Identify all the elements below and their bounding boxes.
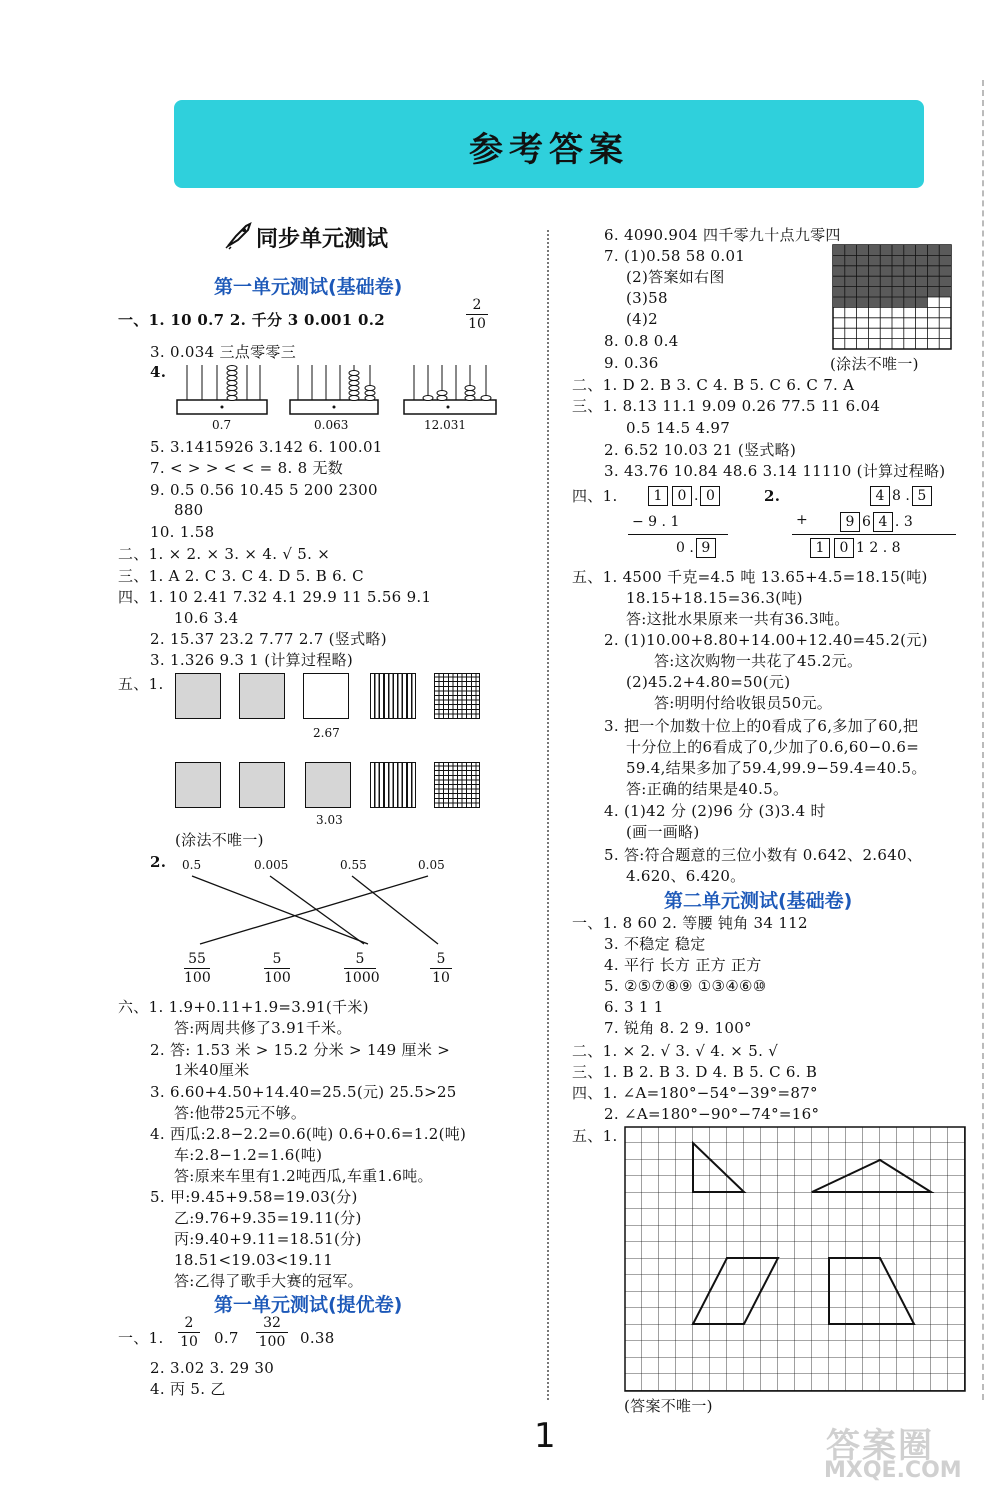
answer-line: 5. 答:符合题意的三位小数有 0.642、2.640、 — [604, 846, 923, 864]
answer-line: (画一画略) — [626, 823, 700, 841]
answer-line: 四、1. — [572, 487, 618, 505]
shaded-square — [239, 762, 285, 808]
match-top-label: 0.55 — [340, 858, 367, 872]
answer-line: 5. 3.1415926 3.142 6. 100.01 — [150, 438, 383, 456]
fraction: $\frac{2}{10}$ — [178, 1314, 200, 1351]
match-top-label: 0.5 — [182, 858, 202, 872]
calc-line — [792, 534, 956, 535]
answer-line: 3. 1.326 9.3 1 (计算过程略) — [150, 651, 354, 669]
answer-line: 2. 6.52 10.03 21 (竖式略) — [604, 441, 797, 459]
answer-line: 3. 不稳定 稳定 — [604, 935, 706, 953]
square-label: 2.67 — [313, 726, 340, 740]
answer-line: 丙:9.40+9.11=18.51(分) — [174, 1230, 362, 1248]
abacus-label: 0.063 — [314, 418, 349, 432]
answer-line: 答:这次购物一共花了45.2元。 — [654, 652, 863, 670]
answer-line: 2. ∠A=180°−90°−74°=16° — [604, 1105, 820, 1123]
answer-line: 7. (1)0.58 58 0.01 — [604, 247, 746, 265]
section-title-unit2-basic: 第二单元测试(基础卷) — [664, 890, 853, 912]
answer-line: 4. (1)42 分 (2)96 分 (3)3.4 时 — [604, 802, 826, 820]
answer-line: 答:他带25元不够。 — [174, 1104, 307, 1122]
fraction: $\frac{2}{10}$ — [466, 296, 488, 333]
answer-line: 五、1. — [572, 1127, 618, 1145]
answer-line: 五、1. — [118, 675, 164, 693]
drawing-grid-figure — [624, 1126, 968, 1392]
match-top-label: 0.05 — [418, 858, 445, 872]
answer-note: (涂法不唯一) — [175, 831, 264, 849]
vertical-calc-1-top: 1 0 . 0 — [646, 486, 722, 506]
answer-line: 乙:9.76+9.35=19.11(分) — [174, 1209, 362, 1227]
abacus-label: 0.7 — [212, 418, 232, 432]
match-fraction: $\frac{55}{100}$ — [184, 951, 211, 986]
answer-line: 2. 3.02 3. 29 30 — [150, 1359, 275, 1377]
vertical-calc-2-top: 4 8 . 5 — [868, 486, 934, 506]
answer-line: 6. 4090.904 四千零九十点九零四 — [604, 226, 841, 244]
answer-line: 2. — [764, 487, 781, 505]
rocket-icon — [224, 222, 254, 250]
answer-line: (4)2 — [626, 310, 658, 328]
match-fraction: $\frac{5}{10}$ — [430, 950, 452, 987]
section-title-unit1-advanced: 第一单元测试(提优卷) — [214, 1294, 403, 1316]
answer-line: 18.15+18.15=36.3(吨) — [626, 589, 803, 607]
answer-line: 3. 把一个加数十位上的0看成了6,多加了60,把 — [604, 717, 919, 735]
answer-line: 7. 锐角 8. 2 9. 100° — [604, 1019, 752, 1037]
vertical-calc-1-result: 0 . 9 — [676, 538, 718, 558]
answer-line: 0.5 14.5 4.97 — [626, 419, 731, 437]
answer-line: 6. 3 1 1 — [604, 998, 664, 1016]
answer-line: 一、1. — [118, 1329, 164, 1347]
answer-line: (3)58 — [626, 289, 668, 307]
answer-line: (2)45.2+4.80=50(元) — [626, 673, 791, 691]
answer-line: 7. < > > < < = 8. 8 无数 — [150, 459, 344, 477]
empty-square — [303, 673, 349, 719]
grid-square — [434, 673, 480, 719]
answer-line: 9. 0.36 — [604, 354, 659, 372]
section-title-unit1-basic: 第一单元测试(基础卷) — [214, 276, 403, 298]
abacus-2 — [290, 365, 378, 414]
answer-line: 4.620、6.420。 — [626, 867, 746, 885]
answer-line: 4. 平行 长方 正方 正方 — [604, 956, 762, 974]
answer-line: 2. — [150, 853, 167, 871]
abacus-label: 12.031 — [424, 418, 466, 432]
shaded-square — [175, 673, 221, 719]
page-title: 参考答案 — [469, 130, 629, 170]
answer-line: 3. 43.76 10.84 48.6 3.14 11110 (计算过程略) — [604, 462, 946, 480]
answer-line: 9. 0.5 0.56 10.45 5 200 2300 — [150, 481, 378, 499]
answer-line: 四、1. ∠A=180°−54°−39°=87° — [572, 1084, 818, 1102]
answer-line: 5. ②⑤⑦⑧⑨ ①③④⑥⑩ — [604, 977, 767, 995]
calc-line — [628, 534, 728, 535]
answer-line: 8. 0.8 0.4 — [604, 332, 679, 350]
answer-line: 2. 15.37 23.2 7.77 2.7 (竖式略) — [150, 630, 387, 648]
answer-line: 三、1. B 2. B 3. D 4. B 5. C 6. B — [572, 1063, 818, 1081]
shaded-square — [239, 673, 285, 719]
matching-lines — [170, 872, 470, 948]
answer-line: 二、1. × 2. √ 3. √ 4. × 5. √ — [572, 1042, 779, 1060]
match-fraction: $\frac{5}{1000}$ — [344, 951, 380, 986]
answer-line: 2. (1)10.00+8.80+14.00+12.40=45.2(元) — [604, 631, 928, 649]
answer-line: 一、1. 10 0.7 2. 千分 3 0.001 0.2 — [118, 311, 386, 329]
answer-line: 五、1. 4500 千克=4.5 吨 13.65+4.5=18.15(吨) — [572, 568, 928, 586]
answer-line: 十分位上的6看成了0,少加了0.6,60−0.6= — [626, 738, 920, 756]
watermark-url: MXQE.COM — [824, 1458, 962, 1483]
page-edge-divider — [982, 80, 998, 1400]
answer-line: 答:这批水果原来一共有36.3吨。 — [626, 610, 850, 628]
answer-line: 10. 1.58 — [150, 523, 215, 541]
answer-line: 2. 答: 1.53 米 > 15.2 分米 > 149 厘米 > — [150, 1041, 451, 1059]
answer-line: 答:正确的结果是40.5。 — [626, 780, 789, 798]
grid-square — [434, 762, 480, 808]
watermark-logo: 答案圈 — [826, 1426, 934, 1466]
answer-note: (涂法不唯一) — [830, 355, 919, 373]
header-banner — [174, 100, 924, 188]
answer-line: 18.51<19.03<19.11 — [174, 1251, 334, 1269]
vertical-calc-2-addend: 9 6 4 . 3 — [838, 512, 913, 532]
answer-line: 0.7 — [214, 1329, 239, 1347]
answer-line: 880 — [174, 501, 204, 519]
match-fraction: $\frac{5}{100}$ — [264, 951, 291, 986]
answer-note: (答案不唯一) — [624, 1397, 713, 1415]
page-number-mark: 1 — [534, 1416, 556, 1456]
striped-square — [370, 762, 416, 808]
answer-line: (2)答案如右图 — [626, 268, 725, 286]
answer-line: 答:两周共修了3.91千米。 — [174, 1019, 352, 1037]
answer-line: 一、1. 8 60 2. 等腰 钝角 34 112 — [572, 914, 808, 932]
answer-line: 1米40厘米 — [174, 1061, 250, 1079]
abacus-3 — [404, 365, 496, 414]
answer-line: 三、1. 8.13 11.1 9.09 0.26 77.5 11 6.04 — [572, 397, 881, 415]
shaded-square — [305, 762, 351, 808]
hundred-grid-58-shaded — [832, 244, 952, 350]
fraction: $\frac{32}{100}$ — [256, 1314, 288, 1351]
answer-line: 59.4,结果多加了59.4,99.9−59.4=40.5。 — [626, 759, 927, 777]
main-title: 同步单元测试 — [256, 227, 389, 252]
answer-line: 4. — [150, 363, 167, 381]
answer-line: 0.38 — [300, 1329, 335, 1347]
plus-sign: + — [796, 512, 808, 528]
answer-line: 4. 丙 5. 乙 — [150, 1380, 226, 1398]
answer-line: 答:明明付给收银员50元。 — [654, 694, 833, 712]
answer-line: 答:原来车里有1.2吨西瓜,车重1.6吨。 — [174, 1167, 433, 1185]
abacus-1 — [177, 365, 267, 414]
striped-square — [370, 673, 416, 719]
shaded-square — [175, 762, 221, 808]
answer-line: 二、1. D 2. B 3. C 4. B 5. C 6. C 7. A — [572, 376, 855, 394]
answer-line: 4. 西瓜:2.8−2.2=0.6(吨) 0.6+0.6=1.2(吨) — [150, 1125, 467, 1143]
answer-line: 车:2.8−1.2=1.6(吨) — [174, 1146, 323, 1164]
answer-line: 四、1. 10 2.41 7.32 4.1 29.9 11 5.56 9.1 — [118, 588, 432, 606]
answer-line: 3. 0.034 三点零零三 — [150, 343, 296, 361]
answer-line: 三、1. A 2. C 3. C 4. D 5. B 6. C — [118, 567, 364, 585]
vertical-calc-1-subtrahend: − 9 . 1 — [632, 514, 680, 530]
answer-line: 10.6 3.4 — [174, 609, 239, 627]
answer-line: 3. 6.60+4.50+14.40=25.5(元) 25.5>25 — [150, 1083, 457, 1101]
answer-line: 5. 甲:9.45+9.58=19.03(分) — [150, 1188, 358, 1206]
column-divider — [547, 230, 549, 1400]
vertical-calc-2-result: 1 0 1 2 . 8 — [808, 538, 901, 558]
square-label: 3.03 — [316, 813, 343, 827]
answer-line: 六、1. 1.9+0.11+1.9=3.91(千米) — [118, 998, 369, 1016]
answer-line: 二、1. × 2. × 3. × 4. √ 5. × — [118, 545, 331, 563]
answer-line: 答:乙得了歌手大赛的冠军。 — [174, 1272, 363, 1290]
match-top-label: 0.005 — [254, 858, 289, 872]
